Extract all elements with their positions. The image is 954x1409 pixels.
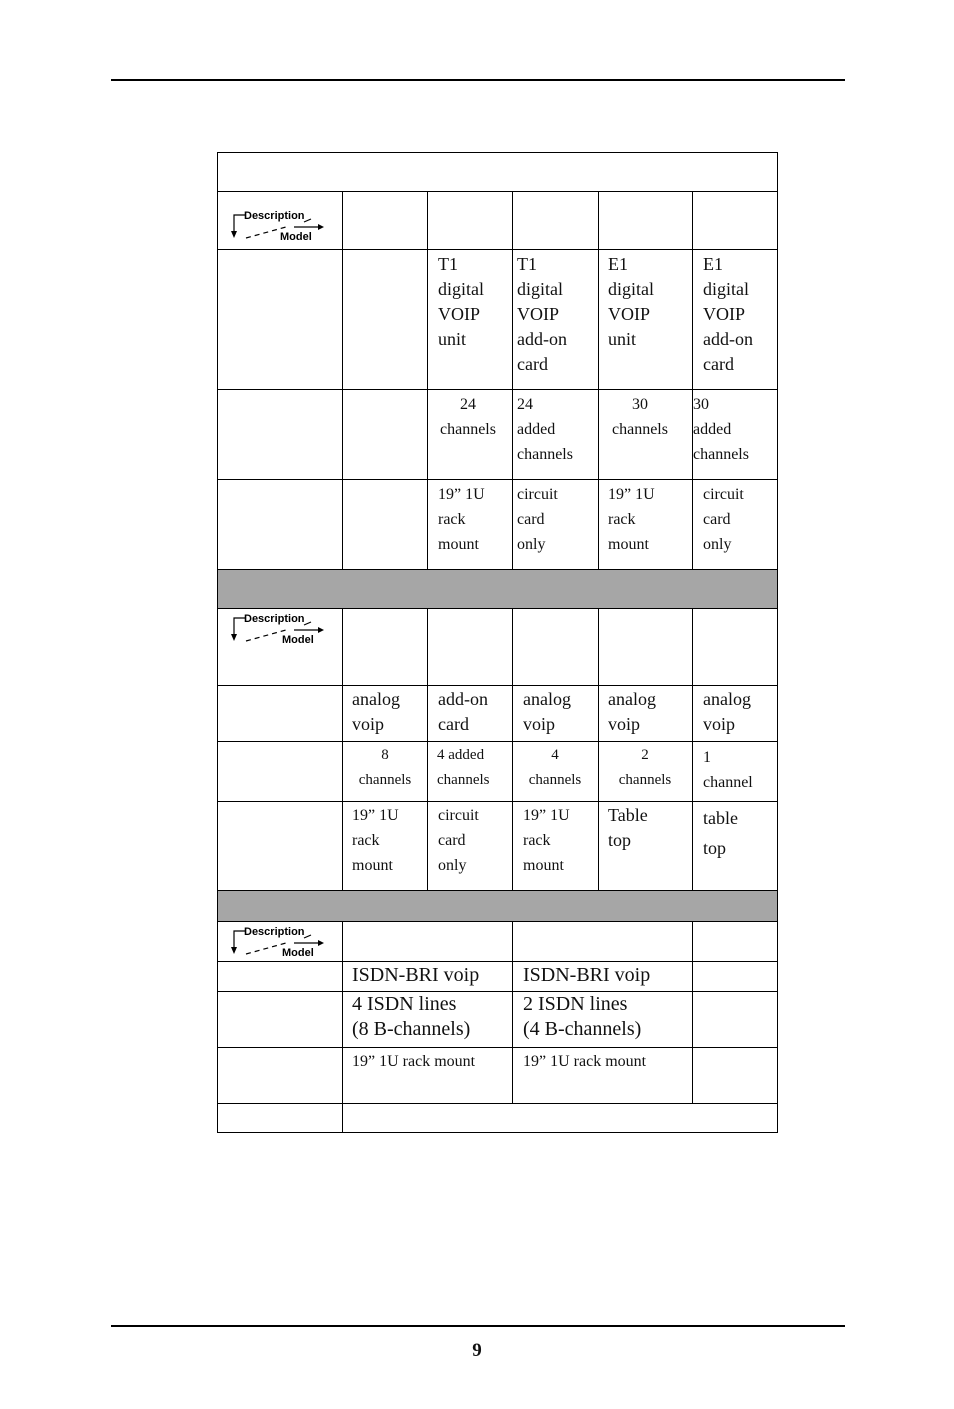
s1-channels-3: 30 channels	[612, 396, 668, 438]
s2-channels-3: 4 channels	[528, 747, 582, 788]
section-band-3	[218, 890, 777, 921]
s3-lines-1: 4 ISDN lines (8 B-channels)	[352, 993, 471, 1040]
svg-text:Model: Model	[282, 634, 314, 646]
s2-mount-2: circuit card only	[438, 807, 479, 874]
s2-desc-1: analog voip	[352, 689, 400, 734]
section-band-2	[218, 569, 777, 608]
s1-mount-3: 19” 1U rack mount	[608, 486, 655, 553]
svg-text:Model: Model	[280, 231, 312, 243]
svg-text:Description: Description	[244, 210, 305, 222]
s2-desc-3: analog voip	[523, 689, 571, 734]
s1-mount-1: 19” 1U rack mount	[438, 486, 485, 553]
s2-channels-4: 2 channels	[618, 747, 672, 788]
s1-mount-2: circuit card only	[517, 486, 558, 553]
svg-text:Description: Description	[244, 926, 305, 938]
description-model-header-1	[226, 205, 326, 251]
s1-channels-4: 30 added channels	[693, 396, 749, 463]
s2-desc-5: analog voip	[703, 689, 751, 734]
s1-channels-2: 24 added channels	[517, 396, 573, 463]
s2-channels-5: 1 channel	[703, 749, 753, 791]
s1-desc-1: T1 digital VOIP unit	[438, 254, 484, 349]
page-number: 9	[472, 1340, 482, 1361]
s3-desc-1: ISDN-BRI voip	[352, 964, 480, 986]
s3-mount-1: 19” 1U rack mount	[352, 1053, 476, 1070]
s2-mount-3: 19” 1U rack mount	[523, 807, 570, 874]
s2-mount-1: 19” 1U rack mount	[352, 807, 399, 874]
description-model-header-2	[226, 608, 326, 654]
s1-channels-1: 24 channels	[440, 396, 496, 438]
s3-desc-2: ISDN-BRI voip	[523, 964, 651, 986]
header-rule	[111, 79, 845, 81]
s1-desc-4: E1 digital VOIP add-on card	[703, 254, 753, 374]
s1-mount-4: circuit card only	[703, 486, 744, 553]
s2-mount-4: Table top	[608, 805, 648, 850]
s2-desc-4: analog voip	[608, 689, 656, 734]
svg-text:Model: Model	[282, 947, 314, 959]
s1-desc-2: T1 digital VOIP add-on card	[517, 254, 567, 374]
footer-rule	[111, 1325, 845, 1327]
svg-text:Description: Description	[244, 613, 305, 625]
s3-lines-2: 2 ISDN lines (4 B-channels)	[523, 993, 642, 1040]
s1-desc-3: E1 digital VOIP unit	[608, 254, 654, 349]
s3-mount-2: 19” 1U rack mount	[523, 1053, 647, 1070]
s2-channels-2: 4 added channels	[437, 747, 490, 788]
s2-mount-5: table top	[703, 808, 738, 858]
s2-desc-2: add-on card	[438, 689, 488, 734]
s2-channels-1: 8 channels	[358, 747, 412, 788]
description-model-header-3	[226, 921, 326, 967]
model-comparison-table	[217, 152, 778, 1133]
